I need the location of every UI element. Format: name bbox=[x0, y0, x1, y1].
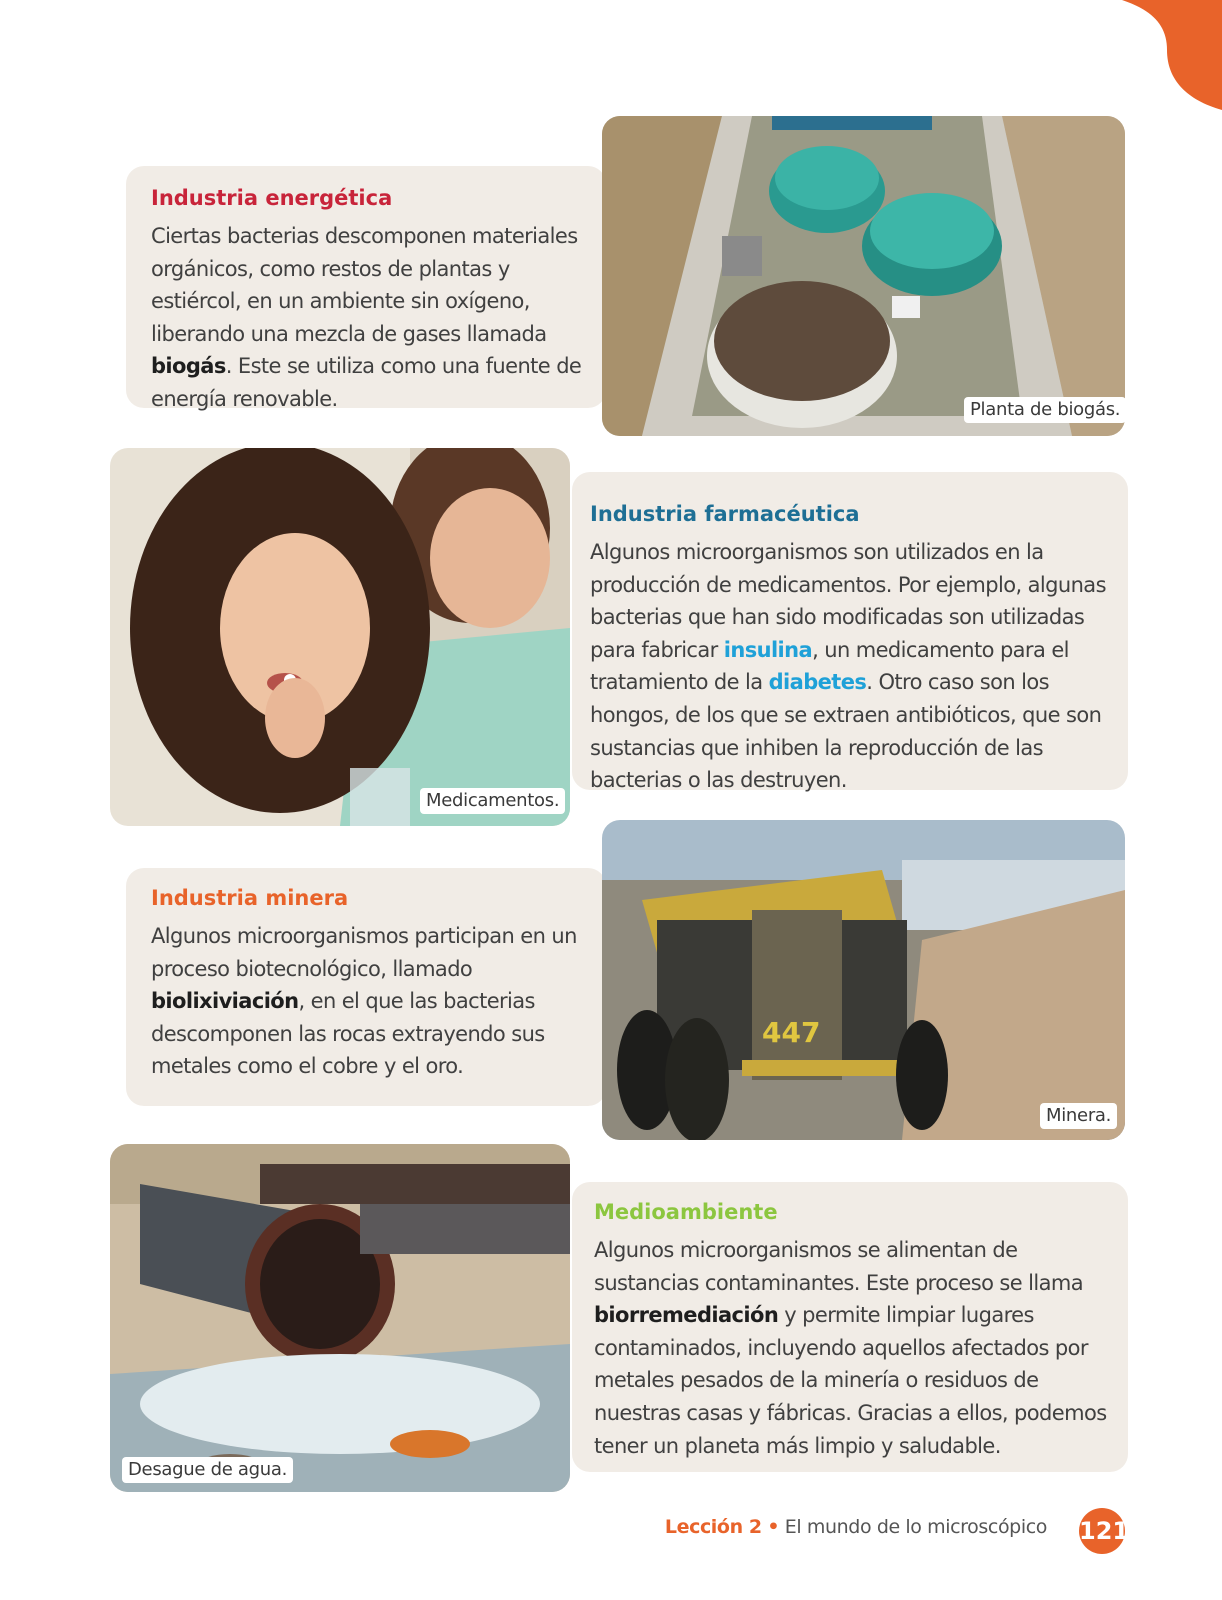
mining-caption: Minera. bbox=[1040, 1103, 1117, 1129]
mining-title: Industria minera bbox=[151, 886, 349, 910]
lesson-label: Lección 2 bbox=[664, 1516, 762, 1538]
biogas-caption: Planta de biogás. bbox=[964, 397, 1126, 423]
medicine-caption: Medicamentos. bbox=[420, 788, 565, 814]
bold-term: insulina bbox=[723, 637, 813, 662]
mining-card bbox=[126, 868, 606, 1106]
bold-term: biolixiviación bbox=[151, 989, 299, 1014]
text-run: Ciertas bacterias descomponen materiales orgánicos, como restos de plantas y estiércol, en un ambiente sin oxígeno, liberando una mezcla de gases llamada bbox=[151, 224, 578, 346]
mining-truck-photo bbox=[602, 820, 1125, 1140]
pharma-title: Industria farmacéutica bbox=[590, 502, 860, 526]
text-run: y permite limpiar lugares contaminados, incluyendo aquellos afectados por metales pesados de la minería o residuos de nuestras casas y fábricas. Gracias a ellos, podemos tener un planeta más limpio y saludable. bbox=[594, 1303, 1107, 1458]
drain-caption: Desague de agua. bbox=[122, 1457, 293, 1483]
text-run: , un medicamento para el tratamiento de la bbox=[590, 637, 1069, 695]
environment-title: Medioambiente bbox=[594, 1200, 778, 1224]
drain-photo bbox=[110, 1144, 570, 1492]
environment-card bbox=[572, 1182, 1128, 1472]
text-run: Algunos microorganismos participan en un proceso biotecnológico, llamado bbox=[151, 924, 577, 981]
pharma-body bbox=[590, 536, 1108, 797]
text-run: Algunos microorganismos son utilizados en la producción de medicamentos. Por ejemplo, algunas bacterias que han sido modificadas son utilizadas para fabricar bbox=[590, 540, 1106, 662]
text-run: . Este se utiliza como una fuente de energía renovable. bbox=[151, 354, 582, 411]
energy-card bbox=[126, 166, 606, 411]
text-run: . Otro caso son los hongos, de los que se extraen antibióticos, que son sustancias que inhiben la reproducción de las bacterias o las destruyen. bbox=[590, 670, 1102, 793]
lesson-title: El mundo de lo microscópico bbox=[784, 1516, 1047, 1538]
medicine-photo bbox=[110, 448, 570, 826]
biogas-plant-photo bbox=[602, 116, 1125, 436]
energy-body bbox=[151, 220, 586, 416]
bold-term: biogás bbox=[151, 354, 226, 379]
corner-decoration bbox=[1112, 0, 1222, 110]
text-run: , en el que las bacterias descomponen las rocas extrayendo sus metales como el cobre y el oro. bbox=[151, 989, 545, 1079]
text-run: Algunos microorganismos se alimentan de sustancias contaminantes. Este proceso se llama bbox=[594, 1238, 1084, 1295]
pharma-card bbox=[572, 472, 1128, 793]
bold-term: biorremediación bbox=[594, 1303, 779, 1328]
page-number: 121 bbox=[1079, 1508, 1125, 1554]
bold-term: diabetes bbox=[768, 670, 867, 695]
lesson-separator: • bbox=[767, 1516, 780, 1538]
svg-text:447: 447 bbox=[762, 1016, 821, 1049]
mining-body bbox=[151, 920, 586, 1083]
energy-title: Industria energética bbox=[151, 186, 393, 210]
footer-lesson bbox=[665, 1516, 1047, 1538]
environment-body bbox=[594, 1234, 1108, 1462]
